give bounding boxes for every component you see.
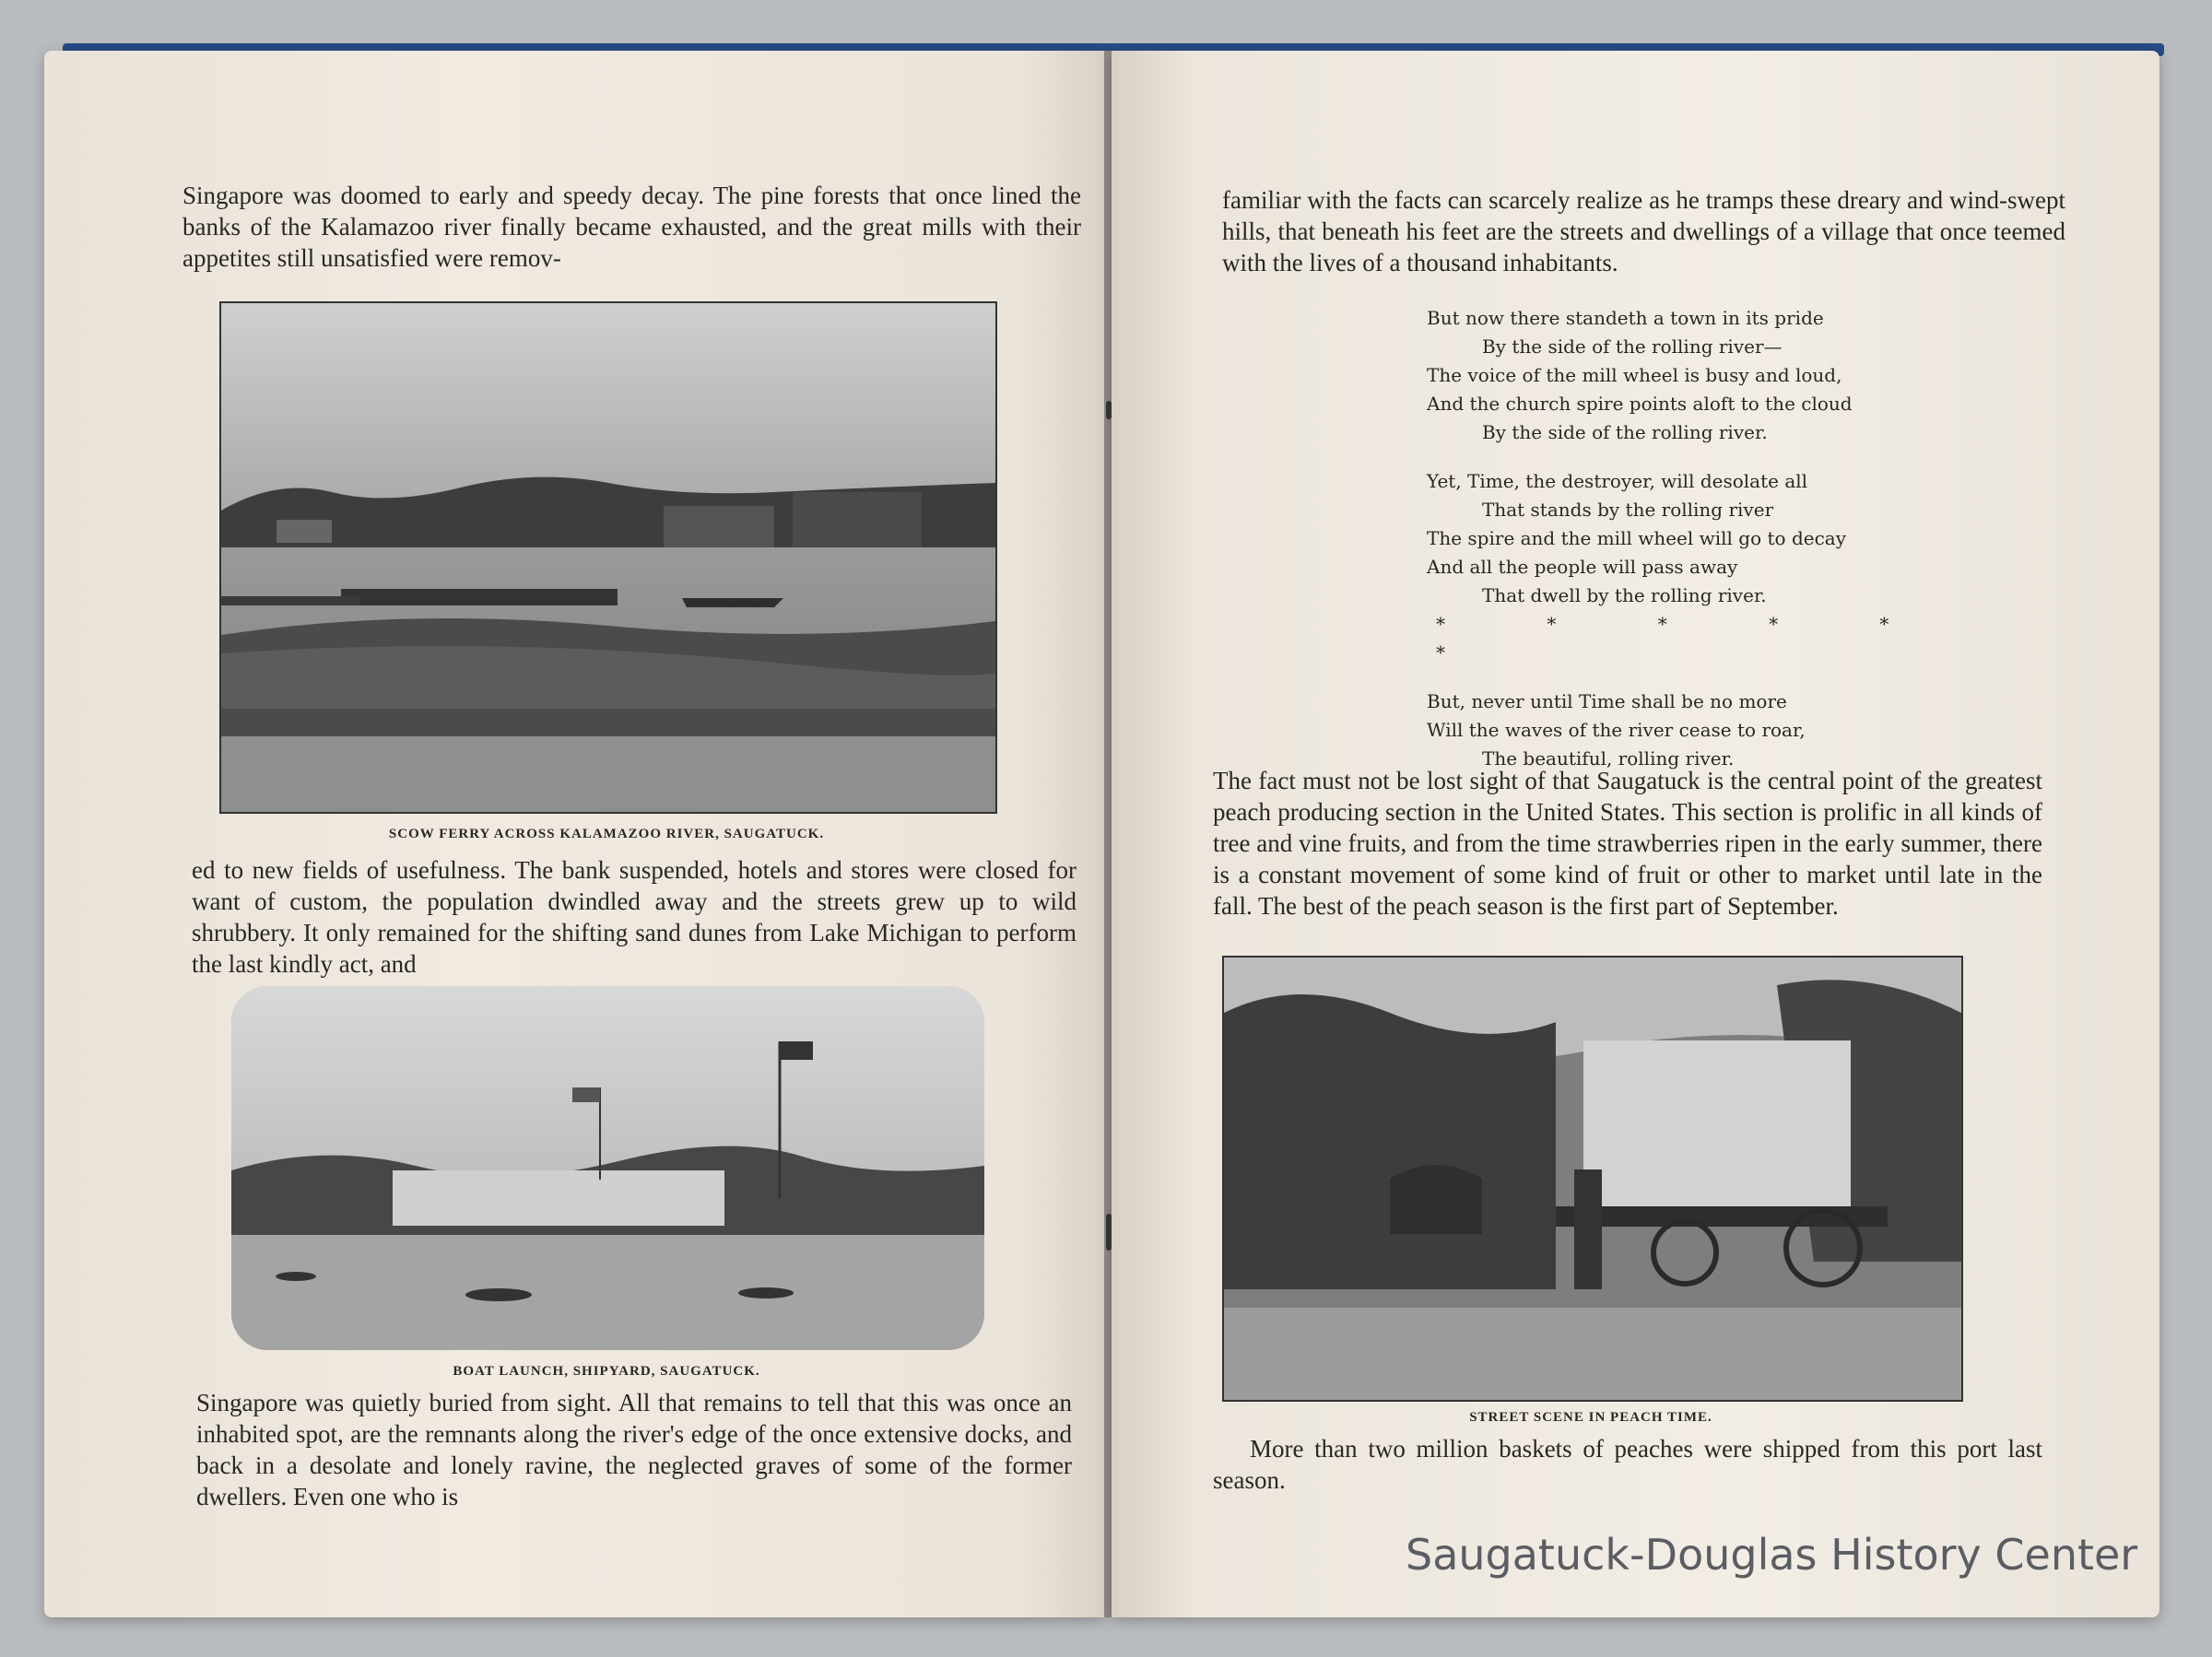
page-gutter bbox=[1104, 51, 1112, 1617]
left-text-block-3 bbox=[196, 1387, 1072, 1512]
poem-line: And the church spire points aloft to the cloud bbox=[1427, 393, 1853, 415]
poem-line: And all the people will pass away bbox=[1427, 556, 1738, 578]
right-paragraph-2: The fact must not be lost sight of that Saugatuck is the central point of the greatest peach producing section in the United States. This section is prolific in all kinds of tree and vine fruits, and from the time strawberries ripen in the early summer, there is a constant movement of some kind of fruit or other to market until late in the fall. The best of the peach season is the first part of September. bbox=[1213, 767, 2042, 920]
poem-line: Will the waves of the river cease to roar, bbox=[1427, 719, 1806, 741]
left-page bbox=[44, 51, 1104, 1617]
right-page bbox=[1112, 51, 2159, 1617]
street-scene-photo bbox=[1222, 956, 1963, 1402]
left-paragraph-3: Singapore was quietly buried from sight. All that remains to tell that this was once an inhabited spot, are the remnants along the river's edge of the once extensive docks, and back in a desolate and lonely ravine, the neglected graves of some of the former dwellers. Even one who is bbox=[196, 1389, 1072, 1510]
left-paragraph-2: ed to new fields of usefulness. The bank suspended, hotels and stores were closed for want of custom, the population dwindled away and the streets grew up to wild shrubbery. It only remained for the shifting sand dunes from Lake Michigan to perform the last kindly act, and bbox=[192, 856, 1077, 978]
rolling-river-poem bbox=[1427, 304, 1943, 793]
poem-stars: * * * * * * bbox=[1436, 613, 1937, 664]
poem-stanza-3 bbox=[1427, 687, 1943, 773]
right-text-block-2 bbox=[1213, 765, 2042, 922]
left-text-block-1 bbox=[182, 180, 1081, 274]
history-center-watermark: Saugatuck-Douglas History Center bbox=[1406, 1530, 2138, 1580]
poem-line: But now there standeth a town in its pride bbox=[1427, 307, 1824, 329]
right-paragraph-1: familiar with the facts can scarcely realize as he tramps these dreary and wind-swept hills, that beneath his feet are the streets and dwellings of a village that once teemed with the lives of a thousand inhabitants. bbox=[1222, 186, 2065, 276]
boat-launch-caption: BOAT LAUNCH, SHIPYARD, SAUGATUCK. bbox=[453, 1364, 760, 1379]
poem-line: That stands by the rolling river bbox=[1482, 499, 1774, 521]
poem-line: But, never until Time shall be no more bbox=[1427, 690, 1787, 712]
poem-line: By the side of the rolling river. bbox=[1482, 421, 1768, 443]
street-scene-caption: STREET SCENE IN PEACH TIME. bbox=[1469, 1410, 1712, 1425]
right-text-block-3 bbox=[1213, 1433, 2042, 1496]
poem-line: The voice of the mill wheel is busy and loud, bbox=[1427, 364, 1842, 386]
boat-launch-photo bbox=[231, 986, 984, 1350]
right-text-block-1 bbox=[1222, 184, 2065, 278]
poem-line: By the side of the rolling river— bbox=[1482, 335, 1783, 358]
poem-line: The spire and the mill wheel will go to decay bbox=[1427, 527, 1847, 549]
poem-stanza-2 bbox=[1427, 467, 1943, 667]
poem-stanza-1 bbox=[1427, 304, 1943, 447]
poem-line: Yet, Time, the destroyer, will desolate all bbox=[1427, 470, 1808, 492]
scow-ferry-photo bbox=[219, 301, 997, 814]
right-paragraph-3: More than two million baskets of peaches were shipped from this port last season. bbox=[1213, 1435, 2042, 1494]
poem-line: The beautiful, rolling river. bbox=[1482, 747, 1735, 770]
poem-line: That dwell by the rolling river. bbox=[1482, 584, 1767, 606]
booklet-spread bbox=[44, 51, 2159, 1617]
left-paragraph-1: Singapore was doomed to early and speedy decay. The pine forests that once lined the banks of the Kalamazoo river finally became exhausted, and the great mills with their appetites still unsatisfied were remov- bbox=[182, 182, 1081, 272]
left-text-block-2 bbox=[192, 854, 1077, 980]
scow-ferry-caption: SCOW FERRY ACROSS KALAMAZOO RIVER, SAUGATUCK. bbox=[388, 827, 825, 841]
